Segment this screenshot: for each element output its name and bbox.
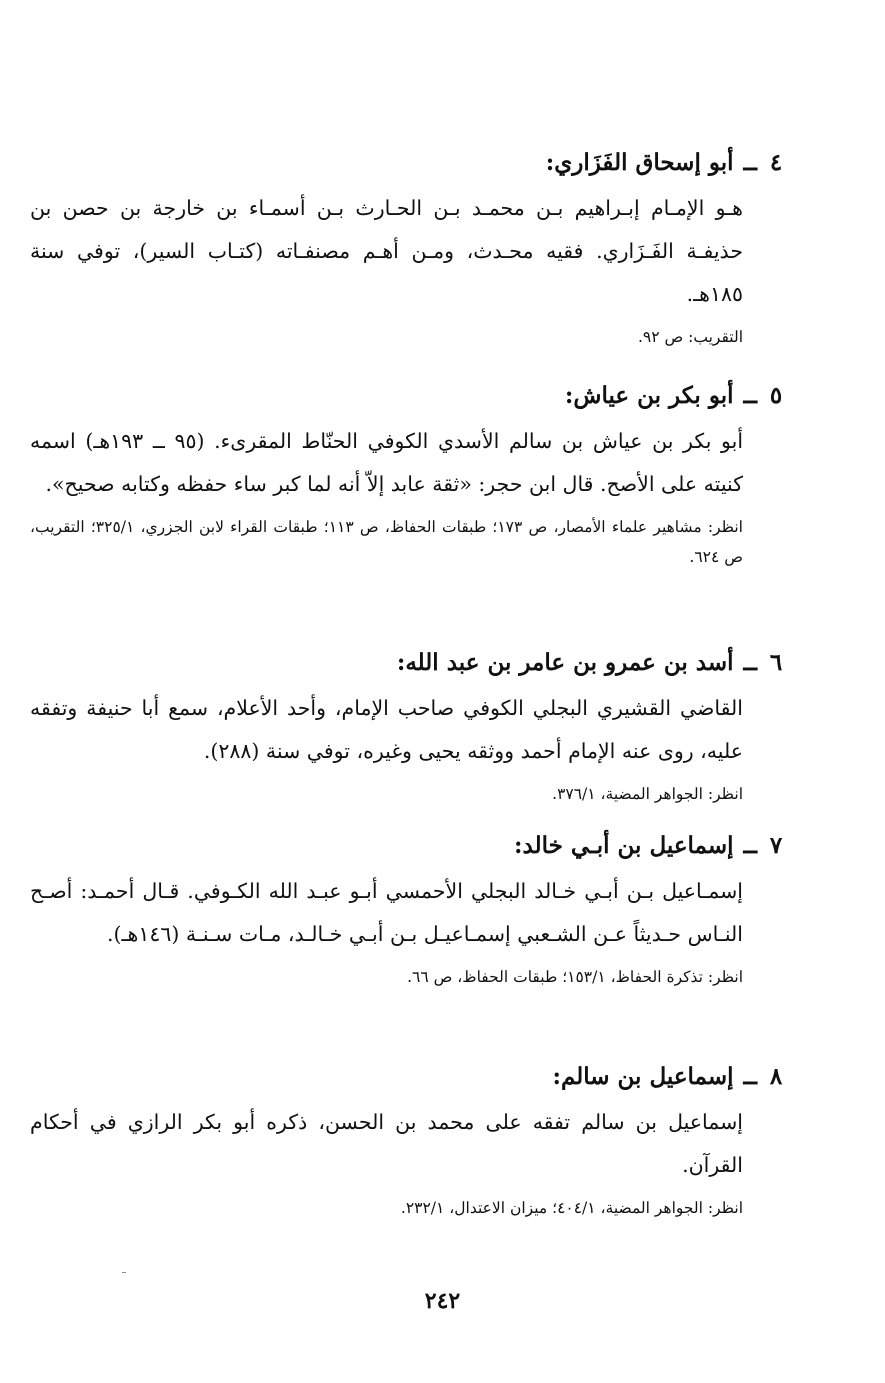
entry-dash: ــ [743, 1063, 757, 1090]
entry-dash: ــ [743, 832, 757, 859]
entry-reference: انظر: الجواهر المضية، ٤٠٤/١؛ ميزان الاعتدال، ٢٣٢/١. [400, 1199, 743, 1217]
entry-name: إسماعيل بن سالم: [552, 1063, 734, 1090]
entry-abu-ishaq-al-fazari [30, 143, 785, 352]
entry-biography: إسمـاعيل بـن أبـي خـالد البجلي الأحمسي أبـو عبـد الله الكـوفي. قـال أحمـد: أصـح النـاس حـديثاً عـن الشـعبي إسمـاعيـل بـن أبـي خـالـد، مـات سـنـة (١٤٦هـ). [30, 879, 743, 946]
entry-reference: انظر: الجواهر المضية، ٣٧٦/١. [552, 785, 743, 803]
entry-number: ٦ [769, 649, 783, 676]
entry-heading [30, 1057, 785, 1097]
entry-abu-bakr-bin-ayyash [30, 376, 785, 572]
entry-heading [30, 143, 785, 183]
entry-number: ٨ [769, 1063, 783, 1090]
entry-reference: انظر: مشاهير علماء الأمصار، ص ١٧٣؛ طبقات الحفاظ، ص ١١٣؛ طبقات القراء لابن الجزري، ٣٢٥/١؛ التقريب، ص ٦٢٤. [30, 518, 743, 566]
entry-name: إسماعيل بن أبـي خالد: [514, 832, 734, 859]
entry-name: أبو بكر بن عياش: [564, 382, 734, 409]
entry-biography: القاضي القشيري البجلي الكوفي صاحب الإمام، وأحد الأعلام، سمع أبا حنيفة وتفقه عليه، روى عنه الإمام أحمد ووثقه يحيى وغيره، توفي سنة (٢٨٨). [30, 696, 743, 763]
entry-biography: أبو بكر بن عياش بن سالم الأسدي الكوفي الحنّاط المقرىء. (٩٥ ــ ١٩٣هـ) اسمه كنيته على الأصح. قال ابن حجر: «ثقة عابد إلاّ أنه لما كبر ساء حفظه وكتابه صحيح». [30, 429, 744, 496]
entry-number: ٥ [769, 382, 783, 409]
page-content [30, 0, 785, 1383]
entry-biography: هـو الإمـام إبـراهيم بـن محمـد بـن الحـارث بـن أسمـاء بن خارجة بن حصن بن حذيفـة الفَـزَاري. فقيه محـدث، ومـن أهـم مصنفـاته (كتـاب السير)، توفي سنة ١٨٥هـ. [30, 196, 743, 306]
entry-heading [30, 643, 785, 683]
entry-dash: ــ [743, 149, 757, 176]
entry-reference: التقريب: ص ٩٢. [637, 328, 743, 346]
entry-name: أبو إسحاق الفَزَاري: [545, 149, 734, 176]
entry-dash: ــ [743, 649, 757, 676]
scan-speck [122, 1272, 126, 1273]
entry-heading [30, 826, 785, 866]
entry-ismail-bin-salim [30, 1057, 785, 1223]
entry-asad-bin-amr [30, 643, 785, 809]
entry-name: أسد بن عمرو بن عامر بن عبد الله: [396, 649, 734, 676]
page-number: ٢٤٢ [424, 1288, 461, 1314]
entry-biography: إسماعيل بن سالم تفقه على محمد بن الحسن، ذكره أبو بكر الرازي في أحكام القرآن. [30, 1110, 743, 1177]
entry-reference: انظر: تذكرة الحفاظ، ١٥٣/١؛ طبقات الحفاظ، ص ٦٦. [407, 968, 743, 986]
entry-number: ٤ [769, 149, 783, 176]
entry-dash: ــ [743, 382, 757, 409]
entry-ismail-bin-abi-khalid [30, 826, 785, 992]
entry-heading [30, 376, 785, 416]
entry-number: ٧ [769, 832, 783, 859]
